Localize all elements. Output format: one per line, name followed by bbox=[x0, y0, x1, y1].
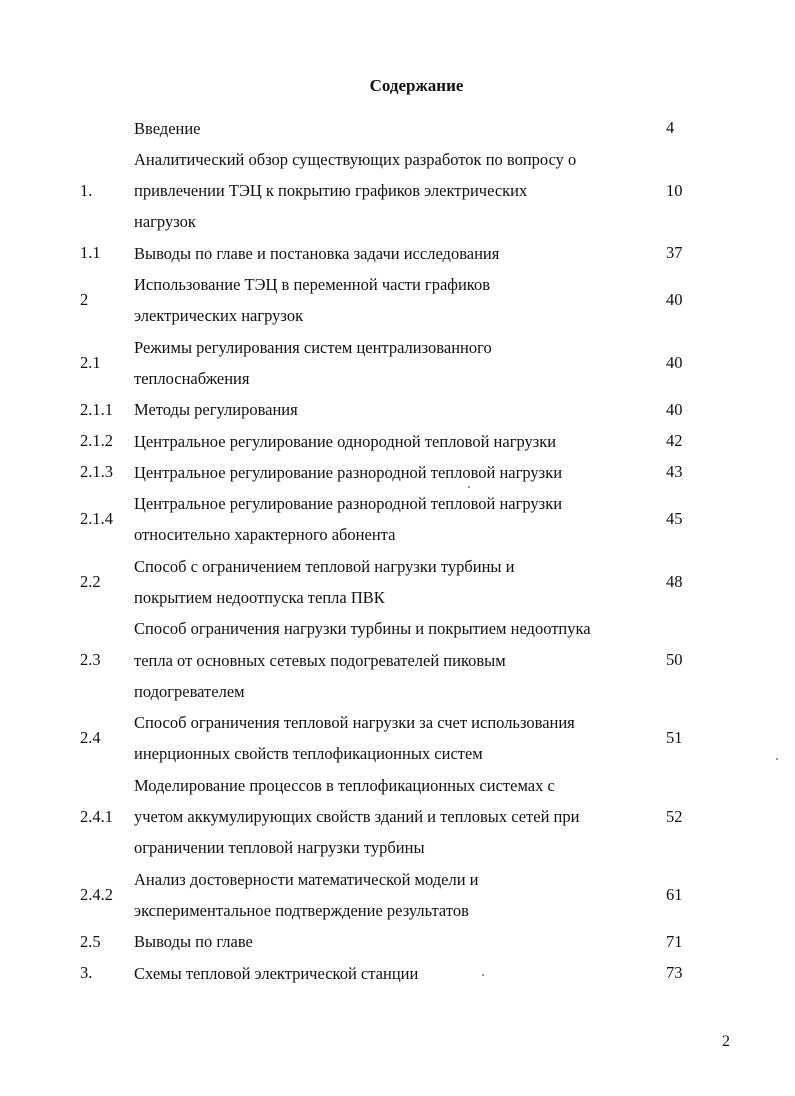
toc-entry-page: 37 bbox=[666, 243, 683, 263]
toc-entry-title-line: Схемы тепловой электрической станции bbox=[134, 963, 419, 983]
toc-entry-title-line: Анализ достоверности математической модели и bbox=[134, 869, 479, 889]
toc-entry-title-line: Центральное регулирование разнородной тепловой нагрузки bbox=[134, 462, 563, 482]
toc-entry-number: 2.3 bbox=[80, 650, 101, 670]
toc-entry-title-line: Способ ограничения тепловой нагрузки за счет использования bbox=[134, 713, 575, 733]
toc-entry-number: 1.1 bbox=[80, 243, 101, 263]
page-number: 2 bbox=[722, 1033, 730, 1050]
toc-entry bbox=[0, 958, 795, 989]
toc-entry bbox=[0, 113, 795, 144]
toc-entry bbox=[0, 770, 795, 864]
toc-entry bbox=[0, 926, 795, 957]
toc-entry-title bbox=[134, 770, 649, 864]
toc-entry-number: 2.2 bbox=[80, 571, 101, 591]
toc-entry-title-line: Способ с ограничением тепловой нагрузки турбины и bbox=[134, 556, 515, 576]
toc-entry-number: 2.1.4 bbox=[80, 509, 113, 529]
toc-entry-title-line: Режимы регулирования систем централизованного bbox=[134, 337, 492, 357]
toc-entry-title bbox=[134, 551, 649, 614]
toc-entry bbox=[0, 707, 795, 770]
toc-entry-page: 42 bbox=[666, 431, 683, 451]
toc-entry-title bbox=[134, 958, 649, 989]
toc-entry-title-line: Выводы по главе и постановка задачи исследования bbox=[134, 243, 500, 263]
toc-entry-number: 2.4 bbox=[80, 728, 101, 748]
toc-entry-title-line: привлечении ТЭЦ к покрытию графиков электрических bbox=[134, 181, 528, 201]
scan-speck bbox=[482, 974, 484, 976]
toc-entry-title bbox=[134, 864, 649, 927]
toc-entry-page: 61 bbox=[666, 884, 683, 904]
toc-entry-page: 40 bbox=[666, 399, 683, 419]
toc-entry bbox=[0, 269, 795, 332]
toc-entry bbox=[0, 551, 795, 614]
toc-entry-title-line: Выводы по главе bbox=[134, 932, 253, 952]
toc-entry-page: 10 bbox=[666, 180, 683, 200]
toc-entry-title-line: Центральное регулирование однородной тепловой нагрузки bbox=[134, 431, 557, 451]
toc-entry-title-line: Использование ТЭЦ в переменной части графиков bbox=[134, 275, 491, 294]
toc-entry-title bbox=[134, 426, 649, 457]
scan-speck bbox=[468, 486, 470, 488]
toc-entry-title bbox=[134, 238, 649, 269]
toc-entry-title bbox=[134, 707, 649, 770]
toc-entry-title-line: относительно характерного абонента bbox=[134, 525, 396, 545]
toc-entry-title bbox=[134, 457, 649, 488]
toc-entry bbox=[0, 144, 795, 238]
toc-entry bbox=[0, 394, 795, 425]
toc-entry-title-line: Введение bbox=[134, 118, 201, 138]
toc-entry-title-line: Аналитический обзор существующих разработок по вопросу о bbox=[134, 149, 577, 169]
toc-entry bbox=[0, 457, 795, 488]
toc-entry-title-line: электрических нагрузок bbox=[134, 306, 304, 326]
toc-entry-title-line: учетом аккумулирующих свойств зданий и тепловых сетей при bbox=[134, 807, 580, 827]
toc-entry-number: 2.1 bbox=[80, 352, 101, 372]
toc-entry-title-line: Центральное регулирование разнородной тепловой нагрузки bbox=[134, 494, 563, 514]
toc-entry-page: 48 bbox=[666, 571, 683, 591]
toc-entry-title-line: экспериментальное подтверждение результатов bbox=[134, 900, 469, 920]
toc-entry-page: 40 bbox=[666, 290, 683, 310]
toc-entry-title-line: тепла от основных сетевых подогревателей пиковым bbox=[134, 650, 506, 670]
toc-entry-title-line: инерционных свойств теплофикационных систем bbox=[134, 744, 483, 764]
toc-entry-number: 2.1.2 bbox=[80, 431, 113, 451]
toc-entry-title bbox=[134, 113, 649, 144]
toc-entry-number: 2.4.2 bbox=[80, 884, 113, 904]
toc-entry-page: 43 bbox=[666, 462, 683, 482]
toc-entry-title bbox=[134, 488, 649, 551]
toc-entry-number: 2.1.3 bbox=[80, 462, 113, 482]
toc-entry-number: 2 bbox=[80, 290, 89, 310]
toc-entry-title-line: Моделирование процессов в теплофикационных системах с bbox=[134, 775, 555, 795]
page-title: Содержание bbox=[369, 76, 464, 95]
toc-entry bbox=[0, 238, 795, 269]
toc-entry bbox=[0, 864, 795, 927]
toc-entry-title bbox=[134, 613, 649, 707]
toc-entry-number: 3. bbox=[80, 963, 93, 983]
toc-entry-page: 50 bbox=[666, 650, 683, 670]
toc-entry-page: 51 bbox=[666, 728, 683, 748]
toc-entry-number: 2.4.1 bbox=[80, 806, 113, 826]
toc-entry-title bbox=[134, 144, 649, 238]
toc-entry bbox=[0, 332, 795, 395]
toc-entry-page: 40 bbox=[666, 352, 683, 372]
toc-entry-page: 4 bbox=[666, 118, 675, 138]
toc-entry-number: 2.5 bbox=[80, 931, 101, 951]
toc-entry-number: 2.1.1 bbox=[80, 399, 113, 419]
toc-entry-title-line: Методы регулирования bbox=[134, 400, 298, 420]
toc-entry-page: 71 bbox=[666, 931, 683, 951]
toc-entry-page: 52 bbox=[666, 806, 683, 826]
toc-entry bbox=[0, 488, 795, 551]
toc-entry-title-line: теплоснабжения bbox=[134, 368, 250, 388]
scan-speck bbox=[776, 758, 778, 760]
toc-entry bbox=[0, 426, 795, 457]
toc-entry-title bbox=[134, 269, 649, 332]
toc-entry-title-line: Способ ограничения нагрузки турбины и покрытием недоотпука bbox=[134, 619, 591, 639]
toc-entry-title-line: нагрузок bbox=[134, 212, 196, 232]
toc-entry-title bbox=[134, 926, 649, 957]
toc-entry-page: 45 bbox=[666, 509, 683, 529]
toc-entry-title-line: покрытием недоотпуска тепла ПВК bbox=[134, 587, 385, 607]
toc-entry-page: 73 bbox=[666, 963, 683, 983]
toc-entry-title-line: ограничении тепловой нагрузки турбины bbox=[134, 838, 425, 858]
toc-entry-title bbox=[134, 394, 649, 425]
toc-entry-title bbox=[134, 332, 649, 395]
toc-entry bbox=[0, 613, 795, 707]
toc-entry-number: 1. bbox=[80, 180, 93, 200]
toc-entry-title-line: подогревателем bbox=[134, 681, 245, 701]
